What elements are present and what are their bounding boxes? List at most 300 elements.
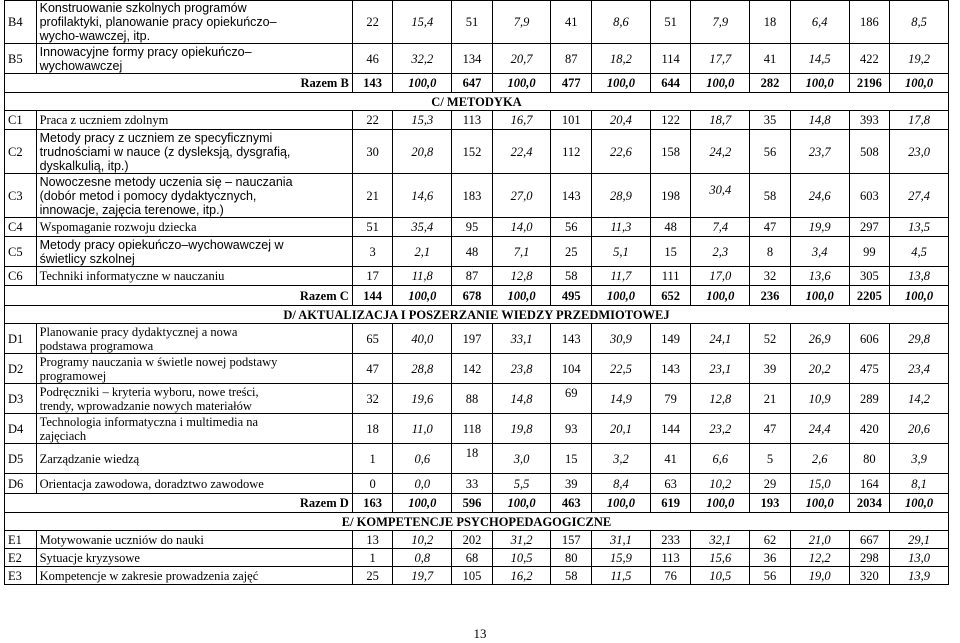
count-cell: 65 — [352, 324, 393, 354]
table-row — [5, 354, 949, 384]
count-cell: 202 — [452, 531, 493, 549]
table-row — [5, 267, 949, 286]
percent-cell: 14,8 — [790, 111, 849, 130]
total-row — [5, 74, 949, 93]
count-cell: 15 — [551, 444, 592, 474]
count-cell: 143 — [551, 174, 592, 218]
row-code: E1 — [5, 531, 37, 549]
count-cell: 163 — [352, 494, 393, 513]
percent-cell: 33,1 — [492, 324, 551, 354]
percent-cell: 7,9 — [691, 1, 750, 44]
topic-name-line: Techniki informatyczne w nauczaniu — [39, 269, 225, 283]
row-code: C5 — [5, 237, 37, 267]
percent-cell: 2,3 — [691, 237, 750, 267]
percent-cell: 17,8 — [890, 111, 949, 130]
percent-cell: 100,0 — [492, 494, 551, 513]
topic-name-line: Wspomaganie rozwoju dziecka — [39, 220, 197, 234]
count-cell: 88 — [452, 384, 493, 414]
count-cell: 76 — [650, 567, 691, 585]
percent-cell: 12,8 — [492, 267, 551, 286]
percent-cell: 100,0 — [492, 286, 551, 306]
count-cell: 56 — [750, 567, 791, 585]
count-cell: 15 — [650, 237, 691, 267]
topic-name-line: Praca z uczniem zdolnym — [39, 113, 169, 127]
percent-cell: 3,9 — [890, 444, 949, 474]
percent-cell: 2,1 — [393, 237, 452, 267]
percent-cell: 24,4 — [790, 414, 849, 444]
count-cell: 142 — [452, 354, 493, 384]
percent-cell: 100,0 — [592, 494, 651, 513]
topic-name-line: Innowacyjne formy pracy opiekuńczo– — [39, 44, 252, 59]
count-cell: 52 — [750, 324, 791, 354]
percent-cell: 17,0 — [691, 267, 750, 286]
row-topic-name — [36, 354, 352, 384]
topic-name-line: innowacje, zajęcia terenowe, itp.) — [39, 202, 224, 217]
percent-cell: 24,6 — [790, 174, 849, 218]
table-row — [5, 130, 949, 174]
percent-cell: 100,0 — [890, 494, 949, 513]
cell-value: 30,4 — [709, 182, 732, 197]
count-cell: 32 — [750, 267, 791, 286]
section-title: E/ KOMPETENCJE PSYCHOPEDAGOGICZNE — [5, 513, 949, 531]
percent-cell: 2,6 — [790, 444, 849, 474]
percent-cell: 20,8 — [393, 130, 452, 174]
percent-cell: 14,0 — [492, 218, 551, 237]
percent-cell: 100,0 — [592, 286, 651, 306]
percent-cell: 100,0 — [592, 74, 651, 93]
topic-name-line: podstawa programowa — [39, 338, 154, 353]
count-cell: 41 — [750, 44, 791, 74]
percent-cell: 100,0 — [393, 494, 452, 513]
count-cell: 420 — [849, 414, 890, 444]
row-code: B4 — [5, 1, 37, 44]
count-cell: 8 — [750, 237, 791, 267]
count-cell: 596 — [452, 494, 493, 513]
count-cell: 56 — [750, 130, 791, 174]
table-row — [5, 444, 949, 474]
percent-cell: 11,5 — [592, 567, 651, 585]
count-cell: 105 — [452, 567, 493, 585]
table-row — [5, 218, 949, 237]
count-cell: 80 — [849, 444, 890, 474]
percent-cell: 10,5 — [691, 567, 750, 585]
percent-cell: 20,2 — [790, 354, 849, 384]
count-cell: 17 — [352, 267, 393, 286]
percent-cell: 21,0 — [790, 531, 849, 549]
count-cell: 463 — [551, 494, 592, 513]
percent-cell: 15,3 — [393, 111, 452, 130]
percent-cell: 13,8 — [890, 267, 949, 286]
percent-cell: 18,7 — [691, 111, 750, 130]
count-cell: 18 — [750, 1, 791, 44]
count-cell: 41 — [551, 1, 592, 44]
count-cell: 58 — [750, 174, 791, 218]
percent-cell: 15,4 — [393, 1, 452, 44]
row-topic-name — [36, 384, 352, 414]
table-row — [5, 531, 949, 549]
topic-name-line: wychowawczej — [39, 58, 123, 73]
count-cell: 29 — [750, 474, 791, 494]
percent-cell: 100,0 — [790, 286, 849, 306]
count-cell: 118 — [452, 414, 493, 444]
table-row — [5, 549, 949, 567]
count-cell: 21 — [352, 174, 393, 218]
percent-cell: 32,1 — [691, 531, 750, 549]
count-cell: 422 — [849, 44, 890, 74]
count-cell: 297 — [849, 218, 890, 237]
percent-cell: 100,0 — [691, 74, 750, 93]
count-cell: 5 — [750, 444, 791, 474]
percent-cell: 23,2 — [691, 414, 750, 444]
count-cell: 39 — [750, 354, 791, 384]
topic-name-line: Sytuacje kryzysowe — [39, 550, 140, 565]
percent-cell: 11,3 — [592, 218, 651, 237]
percent-cell: 14,5 — [790, 44, 849, 74]
count-cell: 164 — [849, 474, 890, 494]
percent-cell: 17,7 — [691, 44, 750, 74]
count-cell: 79 — [650, 384, 691, 414]
count-cell: 32 — [352, 384, 393, 414]
count-cell: 3 — [352, 237, 393, 267]
topic-name-line: Podręczniki – kryteria wyboru, nowe treści, — [39, 384, 259, 399]
percent-cell: 14,6 — [393, 174, 452, 218]
total-label: Razem D — [5, 494, 353, 513]
statistics-table-page — [4, 0, 949, 585]
count-cell: 111 — [650, 267, 691, 286]
row-code: C2 — [5, 130, 37, 174]
count-cell: 62 — [750, 531, 791, 549]
count-cell: 134 — [452, 44, 493, 74]
percent-cell: 3,4 — [790, 237, 849, 267]
percent-cell: 8,5 — [890, 1, 949, 44]
training-topics-table — [4, 0, 949, 585]
percent-cell: 23,8 — [492, 354, 551, 384]
percent-cell: 14,8 — [492, 384, 551, 414]
count-cell: 198 — [650, 174, 691, 218]
percent-cell: 100,0 — [691, 286, 750, 306]
count-cell: 644 — [650, 74, 691, 93]
topic-name-line: Programy nauczania w świetle nowej podstawy — [39, 354, 278, 369]
count-cell: 22 — [352, 111, 393, 130]
count-cell: 58 — [551, 567, 592, 585]
row-code: C4 — [5, 218, 37, 237]
table-row — [5, 111, 949, 130]
row-topic-name — [36, 267, 352, 286]
percent-cell: 12,8 — [691, 384, 750, 414]
count-cell: 112 — [551, 130, 592, 174]
percent-cell: 100,0 — [393, 286, 452, 306]
percent-cell: 26,9 — [790, 324, 849, 354]
percent-cell: 8,1 — [890, 474, 949, 494]
percent-cell: 10,2 — [691, 474, 750, 494]
count-cell: 193 — [750, 494, 791, 513]
count-cell: 143 — [352, 74, 393, 93]
count-cell: 197 — [452, 324, 493, 354]
count-cell: 41 — [650, 444, 691, 474]
count-cell: 113 — [650, 549, 691, 567]
row-code: D6 — [5, 474, 37, 494]
topic-name-line: Metody pracy opiekuńczo–wychowawczej w — [39, 237, 284, 252]
count-cell: 33 — [452, 474, 493, 494]
percent-cell: 29,1 — [890, 531, 949, 549]
count-cell: 1 — [352, 444, 393, 474]
topic-name-line: dyskalkulią, itp.) — [39, 158, 129, 173]
count-cell: 95 — [452, 218, 493, 237]
count-cell: 0 — [352, 474, 393, 494]
percent-cell: 30,9 — [592, 324, 651, 354]
table-row — [5, 414, 949, 444]
percent-cell: 7,4 — [691, 218, 750, 237]
row-code: C3 — [5, 174, 37, 218]
percent-cell — [691, 174, 750, 218]
count-cell: 606 — [849, 324, 890, 354]
percent-cell: 4,5 — [890, 237, 949, 267]
topic-name-line: Motywowanie uczniów do nauki — [39, 532, 204, 547]
percent-cell: 11,7 — [592, 267, 651, 286]
count-cell: 236 — [750, 286, 791, 306]
count-cell: 619 — [650, 494, 691, 513]
percent-cell: 16,7 — [492, 111, 551, 130]
total-label: Razem C — [5, 286, 353, 306]
percent-cell: 20,4 — [592, 111, 651, 130]
count-cell: 56 — [551, 218, 592, 237]
percent-cell: 22,6 — [592, 130, 651, 174]
count-cell: 495 — [551, 286, 592, 306]
count-cell: 298 — [849, 549, 890, 567]
percent-cell: 8,6 — [592, 1, 651, 44]
section-header-row — [5, 93, 949, 111]
count-cell: 87 — [551, 44, 592, 74]
count-cell: 144 — [352, 286, 393, 306]
table-row — [5, 324, 949, 354]
percent-cell: 14,2 — [890, 384, 949, 414]
percent-cell: 15,0 — [790, 474, 849, 494]
row-topic-name — [36, 324, 352, 354]
percent-cell: 19,7 — [393, 567, 452, 585]
count-cell: 508 — [849, 130, 890, 174]
percent-cell: 19,9 — [790, 218, 849, 237]
percent-cell: 19,0 — [790, 567, 849, 585]
topic-name-line: świetlicy szkolnej — [39, 251, 135, 266]
percent-cell: 24,2 — [691, 130, 750, 174]
count-cell: 46 — [352, 44, 393, 74]
count-cell: 101 — [551, 111, 592, 130]
section-title: C/ METODYKA — [5, 93, 949, 111]
topic-name-line: trendy, wprowadzanie nowych materiałów — [39, 398, 252, 413]
count-cell: 2196 — [849, 74, 890, 93]
percent-cell: 29,8 — [890, 324, 949, 354]
count-cell: 183 — [452, 174, 493, 218]
count-cell: 48 — [650, 218, 691, 237]
row-code: E2 — [5, 549, 37, 567]
percent-cell: 23,1 — [691, 354, 750, 384]
row-topic-name — [36, 567, 352, 585]
percent-cell: 24,1 — [691, 324, 750, 354]
topic-name-line: Kompetencje w zakresie prowadzenia zajęć — [39, 568, 259, 583]
percent-cell: 23,0 — [890, 130, 949, 174]
topic-name-line: Orientacja zawodowa, doradztwo zawodowe — [39, 476, 264, 491]
percent-cell: 31,1 — [592, 531, 651, 549]
count-cell: 2034 — [849, 494, 890, 513]
percent-cell: 12,2 — [790, 549, 849, 567]
row-topic-name — [36, 549, 352, 567]
percent-cell: 31,2 — [492, 531, 551, 549]
topic-name-line: programowej — [39, 368, 107, 383]
section-header-row — [5, 306, 949, 324]
topic-name-line: (dobór metod i pomocy dydaktycznych, — [39, 188, 257, 203]
percent-cell: 32,2 — [393, 44, 452, 74]
percent-cell: 10,9 — [790, 384, 849, 414]
total-row — [5, 494, 949, 513]
percent-cell: 5,5 — [492, 474, 551, 494]
percent-cell: 100,0 — [393, 74, 452, 93]
count-cell: 652 — [650, 286, 691, 306]
table-row — [5, 384, 949, 414]
percent-cell: 3,0 — [492, 444, 551, 474]
topic-name-line: zajęciach — [39, 428, 87, 443]
count-cell: 305 — [849, 267, 890, 286]
count-cell: 143 — [551, 324, 592, 354]
count-cell: 18 — [352, 414, 393, 444]
row-code: D2 — [5, 354, 37, 384]
count-cell: 21 — [750, 384, 791, 414]
row-topic-name — [36, 444, 352, 474]
percent-cell: 19,2 — [890, 44, 949, 74]
percent-cell: 13,0 — [890, 549, 949, 567]
count-cell — [452, 444, 493, 474]
table-row — [5, 237, 949, 267]
percent-cell: 27,0 — [492, 174, 551, 218]
percent-cell: 10,5 — [492, 549, 551, 567]
percent-cell: 20,7 — [492, 44, 551, 74]
count-cell: 152 — [452, 130, 493, 174]
count-cell: 2205 — [849, 286, 890, 306]
total-row — [5, 286, 949, 306]
row-topic-name — [36, 111, 352, 130]
percent-cell: 16,2 — [492, 567, 551, 585]
count-cell: 157 — [551, 531, 592, 549]
count-cell: 51 — [452, 1, 493, 44]
count-cell: 289 — [849, 384, 890, 414]
percent-cell: 13,9 — [890, 567, 949, 585]
topic-name-line: profilaktyki, planowanie pracy opiekuńczo– — [39, 15, 277, 29]
count-cell: 647 — [452, 74, 493, 93]
percent-cell: 28,8 — [393, 354, 452, 384]
count-cell — [551, 384, 592, 414]
count-cell: 667 — [849, 531, 890, 549]
row-code: D4 — [5, 414, 37, 444]
count-cell: 149 — [650, 324, 691, 354]
count-cell: 51 — [650, 1, 691, 44]
count-cell: 233 — [650, 531, 691, 549]
percent-cell: 0,8 — [393, 549, 452, 567]
row-code: C6 — [5, 267, 37, 286]
row-code: C1 — [5, 111, 37, 130]
percent-cell: 6,6 — [691, 444, 750, 474]
cell-value: 69 — [565, 385, 578, 400]
percent-cell: 11,8 — [393, 267, 452, 286]
count-cell: 144 — [650, 414, 691, 444]
count-cell: 320 — [849, 567, 890, 585]
count-cell: 143 — [650, 354, 691, 384]
percent-cell: 18,2 — [592, 44, 651, 74]
percent-cell: 20,6 — [890, 414, 949, 444]
percent-cell: 22,4 — [492, 130, 551, 174]
topic-name-line: Konstruowanie szkolnych programów — [39, 1, 247, 15]
count-cell: 477 — [551, 74, 592, 93]
count-cell: 93 — [551, 414, 592, 444]
topic-name-line: Zarządzanie wiedzą — [39, 451, 140, 466]
percent-cell: 7,9 — [492, 1, 551, 44]
percent-cell: 0,0 — [393, 474, 452, 494]
section-title: D/ AKTUALIZACJA I POSZERZANIE WIEDZY PRZEDMIOTOWEJ — [5, 306, 949, 324]
count-cell: 122 — [650, 111, 691, 130]
count-cell: 25 — [352, 567, 393, 585]
row-code: E3 — [5, 567, 37, 585]
topic-name-line: trudnościami w nauce (z dysleksją, dysgrafią, — [39, 144, 291, 159]
row-code: D5 — [5, 444, 37, 474]
percent-cell: 100,0 — [492, 74, 551, 93]
percent-cell: 3,2 — [592, 444, 651, 474]
count-cell: 99 — [849, 237, 890, 267]
percent-cell: 14,9 — [592, 384, 651, 414]
percent-cell: 40,0 — [393, 324, 452, 354]
percent-cell: 100,0 — [890, 286, 949, 306]
percent-cell: 7,1 — [492, 237, 551, 267]
table-row — [5, 1, 949, 44]
count-cell: 1 — [352, 549, 393, 567]
percent-cell: 15,6 — [691, 549, 750, 567]
row-topic-name — [36, 174, 352, 218]
percent-cell: 6,4 — [790, 1, 849, 44]
section-header-row — [5, 513, 949, 531]
percent-cell: 100,0 — [790, 494, 849, 513]
row-code: D3 — [5, 384, 37, 414]
table-row — [5, 567, 949, 585]
row-topic-name — [36, 237, 352, 267]
count-cell: 39 — [551, 474, 592, 494]
percent-cell: 13,6 — [790, 267, 849, 286]
topic-name-line: Planowanie pracy dydaktycznej a nowa — [39, 324, 238, 339]
row-topic-name — [36, 44, 352, 74]
count-cell: 113 — [452, 111, 493, 130]
row-topic-name — [36, 414, 352, 444]
count-cell: 25 — [551, 237, 592, 267]
count-cell: 678 — [452, 286, 493, 306]
percent-cell: 19,6 — [393, 384, 452, 414]
count-cell: 58 — [551, 267, 592, 286]
count-cell: 80 — [551, 549, 592, 567]
percent-cell: 8,4 — [592, 474, 651, 494]
row-topic-name — [36, 531, 352, 549]
table-row — [5, 44, 949, 74]
topic-name-line: wycho-wawczej, itp. — [39, 29, 151, 43]
cell-value: 18 — [465, 445, 479, 460]
count-cell: 47 — [352, 354, 393, 384]
percent-cell: 11,0 — [393, 414, 452, 444]
count-cell: 603 — [849, 174, 890, 218]
count-cell: 51 — [352, 218, 393, 237]
count-cell: 22 — [352, 1, 393, 44]
percent-cell: 35,4 — [393, 218, 452, 237]
total-label: Razem B — [5, 74, 353, 93]
count-cell: 87 — [452, 267, 493, 286]
count-cell: 35 — [750, 111, 791, 130]
percent-cell: 15,9 — [592, 549, 651, 567]
count-cell: 186 — [849, 1, 890, 44]
topic-name-line: Technologia informatyczna i multimedia na — [39, 414, 259, 429]
percent-cell: 5,1 — [592, 237, 651, 267]
